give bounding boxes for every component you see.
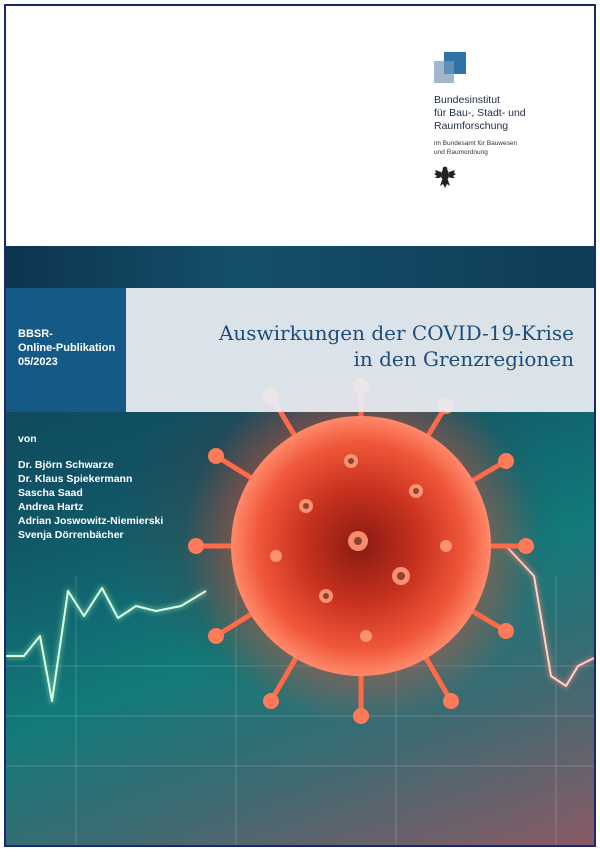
title-band <box>126 288 594 412</box>
series-box <box>6 288 126 412</box>
publication-title <box>219 320 574 372</box>
bbsr-logo-icon <box>434 52 468 86</box>
authors-label: von <box>18 433 37 445</box>
series-line-1: BBSR- <box>18 328 53 340</box>
publication-cover <box>4 4 596 847</box>
federal-eagle-icon <box>434 165 456 189</box>
author-name: Dr. Klaus Spiekermann <box>18 473 133 485</box>
cover-header <box>6 6 594 246</box>
author-name: Dr. Björn Schwarze <box>18 459 114 471</box>
series-label <box>18 327 115 369</box>
author-name: Adrian Joswowitz-Niemierski <box>18 515 164 527</box>
series-line-2: Online-Publikation <box>18 342 116 354</box>
bbsr-logo <box>434 52 574 194</box>
title-line-2: in den Grenzregionen <box>353 347 574 371</box>
series-number: 05/2023 <box>18 356 58 368</box>
title-line-1: Auswirkungen der COVID-19-Krise <box>218 321 574 345</box>
virus-particle <box>183 368 539 724</box>
green-pulse-line <box>6 588 206 701</box>
organization-name: Bundesinstitut für Bau-, Stadt- und Raumforschung <box>434 94 526 132</box>
author-name: Sascha Saad <box>18 487 83 499</box>
cover-artwork-area <box>6 246 594 845</box>
author-name: Andrea Hartz <box>18 501 84 513</box>
organization-subtitle: im Bundesamt für Bauwesen und Raumordnung <box>434 140 518 156</box>
author-list <box>18 432 163 542</box>
author-name: Svenja Dörrenbächer <box>18 529 124 541</box>
